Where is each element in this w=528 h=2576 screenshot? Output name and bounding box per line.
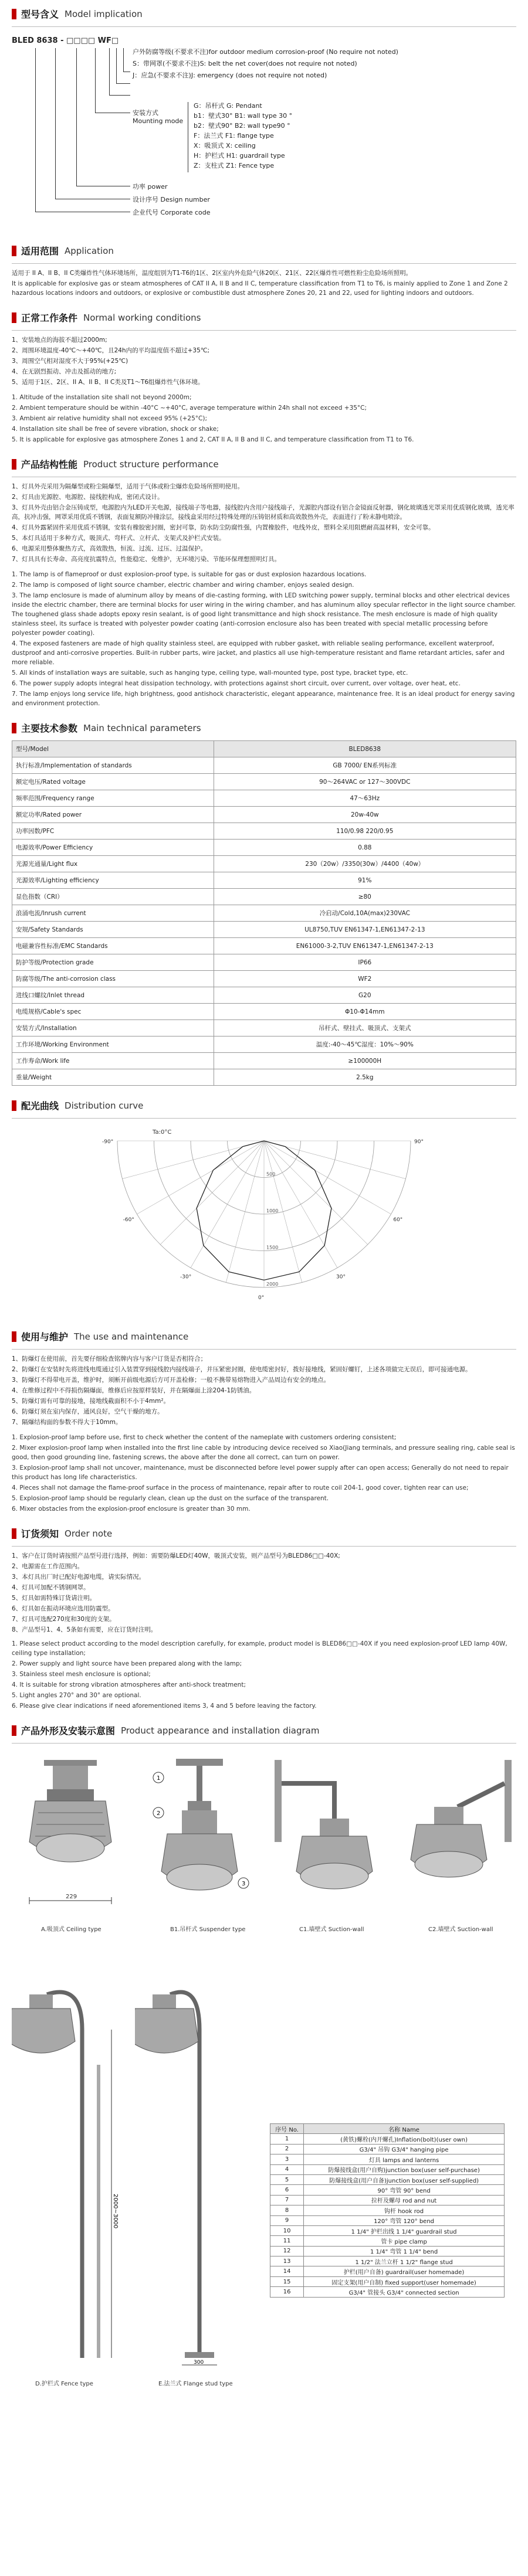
table-row xyxy=(12,922,516,938)
table-row xyxy=(270,2154,505,2164)
param-key: 工作环境/Working Environment xyxy=(12,1036,214,1053)
scope-en: It is applicable for explosive gas or steam atmospheres of CAT II A, II B and II C, temperature classification from T1 to T6, is mainly applied to Zone 1 and Zone 2 hazardous locations indoors and outdoors, or explosive or combustible dust atmosphere Zones 20, 21 and 22, used for lighting indoors and outdoors. xyxy=(12,280,508,297)
caption: D.护栏式 Fence type xyxy=(35,2381,93,2387)
unit-label: Ta:0°C xyxy=(153,1129,172,1136)
part-no: 14 xyxy=(270,2266,304,2276)
list-item: 5. Explosion-proof lamp should be regularly clean, clean up the dust on the surface of the transparent. xyxy=(12,1495,329,1502)
table-row xyxy=(12,823,516,840)
radial-tick-label: 2000 xyxy=(266,1282,279,1287)
part-name: 1 1/2" 法兰立杆 1 1/2" flange stud xyxy=(304,2256,505,2266)
connector xyxy=(35,48,36,212)
caption: C2.墙壁式 Suction-wall xyxy=(428,1926,493,1933)
model-row: 功率 power xyxy=(133,183,168,191)
divider xyxy=(12,26,516,27)
param-value: 110/0.98 220/0.95 xyxy=(214,823,516,840)
part-no: 2 xyxy=(270,2144,304,2154)
part-name: 管卡 pipe clamp xyxy=(304,2236,505,2246)
section-title-zh: 正常工作条件 xyxy=(21,312,78,324)
angle-tick-label: -90° xyxy=(102,1139,114,1145)
connector xyxy=(76,48,77,186)
param-key: 进线口螺纹/Inlet thread xyxy=(12,987,214,1004)
part-no: 5 xyxy=(270,2174,304,2184)
param-value: 230（20w）/3350(30w）/4400（40w） xyxy=(214,856,516,872)
maintenance-en xyxy=(12,1433,516,1514)
param-key: 安装方式/Installation xyxy=(12,1020,214,1036)
table-row xyxy=(12,840,516,856)
parts-table xyxy=(270,2123,505,2298)
conditions-en xyxy=(12,393,516,444)
param-value: 47～63Hz xyxy=(214,790,516,807)
part-no: 13 xyxy=(270,2256,304,2266)
table-header-cell: 序号 No. xyxy=(270,2124,304,2134)
list-item: 5. It is applicable for explosive gas atmosphere Zones 1 and 2, CAT II A, II B and II C, and temperature classification from T1 to T6. xyxy=(12,436,414,443)
section-title-en: Application xyxy=(65,245,114,256)
table-row xyxy=(12,954,516,971)
list-item: 7、灯具可选配270度和30度的支架。 xyxy=(12,1616,116,1623)
connector xyxy=(116,83,130,84)
section-order xyxy=(12,1527,516,1540)
param-key: 额定电压/Rated voltage xyxy=(12,774,214,790)
table-row xyxy=(12,987,516,1004)
param-value: 0.88 xyxy=(214,840,516,856)
angle-tick-label: -30° xyxy=(180,1274,192,1280)
part-name: 120° 弯管 120° bend xyxy=(304,2215,505,2225)
section-title-zh: 订货须知 xyxy=(21,1528,59,1540)
section-title-en: Distribution curve xyxy=(65,1100,144,1111)
section-model xyxy=(12,7,516,21)
list-item: 3. Stainless steel mesh enclosure is optional; xyxy=(12,1671,151,1678)
structure-zh xyxy=(12,482,516,564)
table-row xyxy=(12,938,516,954)
divider xyxy=(12,1349,516,1350)
param-key: 浪涌电流/Inrush current xyxy=(12,905,214,922)
grid-spoke xyxy=(137,1141,264,1214)
param-value: IP66 xyxy=(214,954,516,971)
list-item: 3、周围空气相对湿度不大于95%(+25℃) xyxy=(12,358,128,365)
list-item: 5. All kinds of installation ways are suitable, such as hanging type, ceiling type, wall-mounted type, post type, bracket type, etc. xyxy=(12,670,408,677)
table-row xyxy=(12,872,516,889)
model-row: 户外防腐等级(不要求不注)for outdoor medium corrosion-proof (No require not noted) xyxy=(133,48,398,56)
list-item: 4. The exposed fasteners are made of high quality stainless steel, are equipped with rubber gasket, with reliable sealing performance, excellent waterproof, dustproof and anti-corrosive properties. Built-in rubber parts, wire jacket, and plastics all use high-temperature resistant and flame retardant articles, safer and more reliable. xyxy=(12,640,505,666)
list-item: 2. Power supply and light source have been prepared along with the lamp; xyxy=(12,1660,242,1667)
list-item: 1、客户在订货时请按照产品型号进行选择，例如：需要防爆LED灯40W，吸顶式安装，则产品型号为BLED86□□-40X; xyxy=(12,1552,340,1559)
part-no: 10 xyxy=(270,2225,304,2235)
section-title-en: Order note xyxy=(65,1528,113,1539)
list-item: 2、周围环境温度-40℃～+40℃，且24h内的平均温度值不超过+35℃; xyxy=(12,347,210,354)
part-no: 11 xyxy=(270,2236,304,2246)
param-value: 吊杆式、壁挂式、吸顶式、支架式 xyxy=(214,1020,516,1036)
list-item: 4、在无剧烈振动、冲击及摇动的地方; xyxy=(12,368,117,375)
section-marker xyxy=(12,1725,16,1736)
angle-tick-label: -60° xyxy=(123,1217,134,1223)
angle-tick-label: 30° xyxy=(336,1274,346,1280)
distribution-curve xyxy=(12,1123,516,1317)
section-title-en: The use and maintenance xyxy=(74,1331,189,1342)
angle-tick-label: 90° xyxy=(414,1139,424,1145)
connector xyxy=(123,48,124,72)
section-scope xyxy=(12,244,516,257)
scope-zh: 适用于 II A、II B、II C类爆炸性气体环境场所，温度组别为T1-T6的1区、2区室内外危险气体20区、21区、22区爆炸性可燃性粉尘危险场所照明。 xyxy=(12,270,412,277)
param-value: WF2 xyxy=(214,971,516,987)
param-value: 91% xyxy=(214,872,516,889)
model-diagram xyxy=(12,32,516,231)
table-row xyxy=(270,2266,505,2276)
table-row xyxy=(270,2287,505,2297)
dim-height: 2000~3000 xyxy=(112,2194,119,2229)
section-title-en: Product structure performance xyxy=(83,458,219,470)
part-name: 钩杆 hook rod xyxy=(304,2205,505,2215)
connector xyxy=(116,48,117,83)
structure-en xyxy=(12,570,516,708)
maintenance-zh xyxy=(12,1354,516,1427)
part-no: 9 xyxy=(270,2215,304,2225)
list-item: 6、防爆灯须在室内保存，通风良好，空气干燥的地方。 xyxy=(12,1408,164,1415)
part-no: 8 xyxy=(270,2205,304,2215)
table-row xyxy=(270,2276,505,2286)
divider xyxy=(12,263,516,264)
model-row: 设计序号 Design number xyxy=(133,196,210,203)
connector xyxy=(109,95,130,96)
list-item: 4、灯具可加配不锈钢网罩。 xyxy=(12,1584,90,1591)
list-item: 6. The power supply adopts integral heat dissipation technology, with protections against short circuit, over current, over voltage, over heat, etc. xyxy=(12,680,461,687)
list-item: 6、电源采用整体聚热方式，高效散热，恒流、过流、过压、过温保护。 xyxy=(12,545,207,552)
svg-text:2: 2 xyxy=(157,1810,161,1817)
list-item: 2. Ambient temperature should be within -40°C ~+40°C, average temperature within 24h shall not exceed +35°C; xyxy=(12,405,367,412)
list-item: 5、灯具如需特殊订货请注明。 xyxy=(12,1595,96,1602)
lamp-ceiling-drawing xyxy=(12,1754,129,1918)
param-value: Φ10-Φ14mm xyxy=(214,1004,516,1020)
part-no: 12 xyxy=(270,2246,304,2256)
param-value: G20 xyxy=(214,987,516,1004)
section-title-zh: 型号含义 xyxy=(21,9,59,20)
angle-tick-label: 60° xyxy=(393,1217,403,1223)
table-row xyxy=(12,807,516,823)
part-name: (黄铁)螺栓(内开螺孔)Inflation(bolt)(user own) xyxy=(304,2134,505,2144)
section-structure xyxy=(12,457,516,471)
table-header-row xyxy=(12,741,516,757)
divider xyxy=(12,1118,516,1119)
list-item: 4、在维修过程中不得损伤隔爆面，维修后应按原样装好，并在隔爆面上涂204-1防锈油。 xyxy=(12,1387,256,1394)
polar-chart xyxy=(12,1123,516,1311)
table-row xyxy=(270,2225,505,2235)
table-row xyxy=(270,2134,505,2144)
installation-diagrams xyxy=(12,1748,516,2399)
model-row: b1：壁式30° B1: wall type 30 ° xyxy=(194,112,293,120)
part-name: 1 1/4" 弯管 1 1/4" bend xyxy=(304,2246,505,2256)
list-item: 3. The lamp enclosure is made of aluminum alloy by means of die-casting forming, with LED switching power supply, terminal blocks and other electrical devices inside the electric chamber, there are terminal blocks for user wiring in the wiring chamber, and has aluminum alloy specular reflector in the light source chamber. The toughened glass shade adopts epoxy resin sealant, is of good light transmittance and high shock resistance. The mesh enclosure is made of high quality stainless steel, its surface is treated with polyester powder coating (anti-corrosion enclosure also has been treated with special metallic processing before polyester powder coating). xyxy=(12,592,516,637)
section-title-zh: 主要技术参数 xyxy=(21,723,78,734)
model-row: F：法兰式 F1: flange type xyxy=(194,132,274,140)
order-en xyxy=(12,1639,516,1711)
dim-width: 229 xyxy=(66,1894,77,1900)
caption: A.吸顶式 Ceiling type xyxy=(41,1926,101,1933)
model-code: BLED 8638 - □□□□ WF□ xyxy=(12,36,119,45)
polar-grid xyxy=(117,1141,411,1287)
list-item: 5、防爆灯需有可靠的接地，接地线截面积不小于4mm²。 xyxy=(12,1398,170,1405)
list-item: 4、灯具外露紧固件采用优质不锈钢，安装有橡胶密封圈，密封可靠，防水防尘防腐性强，内置橡胶件，电线外皮，塑料全采用阻燃耐高温材料，安全可靠。 xyxy=(12,524,435,531)
param-value: 冷启动/Cold,10A(max)230VAC xyxy=(214,905,516,922)
list-item: 8、产品型号1、4、5条如有需要，应在订货时注明。 xyxy=(12,1626,157,1633)
list-item: 1、安装地点的海拔不超过2000m; xyxy=(12,337,107,344)
section-curve xyxy=(12,1099,516,1112)
spec-table xyxy=(12,740,516,1086)
param-key: 执行标准/Implementation of standards xyxy=(12,757,214,774)
section-appearance xyxy=(12,1724,516,1737)
table-header-cell: 型号/Model xyxy=(12,741,214,757)
list-item: 7. The lamp enjoys long service life, high brightness, good antishock characteristic, elegant appearance, maintenance free. It is an ideal product for energy saving and environment protection. xyxy=(12,691,515,707)
param-value: ≥80 xyxy=(214,889,516,905)
conditions-zh xyxy=(12,335,516,387)
table-row xyxy=(12,856,516,872)
table-row xyxy=(12,790,516,807)
model-row: 安装方式 Mounting mode xyxy=(133,109,184,125)
param-key: 光源效率/Lighting efficiency xyxy=(12,872,214,889)
table-row xyxy=(270,2144,505,2154)
list-item: 3、灯具外壳由铝合金压铸成型，电源腔内为LED开关电源，接线端子等电器，接线腔内含用户接线端子，光源腔内部设有铝合金镜面反射器，钢化玻璃透光罩采用优质钢化玻璃，透光率高，抗冲击强，网罩采用优质不锈钢，表面复额防冲撞涂层，接线盒采用经过特殊处理的压铸铝材质和高效散热外壳，表面进行了粉末静电喷涂。 xyxy=(12,504,515,521)
table-row xyxy=(12,889,516,905)
table-row xyxy=(270,2205,505,2215)
list-item: 4. It is suitable for strong vibration atmospheres after anti-shock treatment; xyxy=(12,1681,246,1688)
svg-text:1: 1 xyxy=(157,1775,161,1782)
divider xyxy=(12,330,516,331)
model-row: Z：支柱式 Z1: Fence type xyxy=(194,162,275,169)
param-key: 工作寿命/Work life xyxy=(12,1053,214,1069)
part-no: 1 xyxy=(270,2134,304,2144)
list-item: 3、防爆灯不得带电开盖，维护时，须断开前级电源后方可开盖检修；一般不携带易熔物进入产品周边有安全的地点。 xyxy=(12,1377,330,1384)
section-title-zh: 配光曲线 xyxy=(21,1100,59,1112)
section-marker xyxy=(12,1528,16,1539)
param-key: 电源效率/Power Efficiency xyxy=(12,840,214,856)
table-row xyxy=(12,757,516,774)
section-marker xyxy=(12,312,16,323)
table-row xyxy=(12,1004,516,1020)
model-row: J：应急(不要求不注)J: emergency (does not require not noted) xyxy=(133,72,327,79)
table-row xyxy=(270,2236,505,2246)
table-row xyxy=(270,2185,505,2195)
param-key: 频率范围/Frequency range xyxy=(12,790,214,807)
part-no: 7 xyxy=(270,2195,304,2205)
table-row xyxy=(270,2256,505,2266)
list-item: 1. Altitude of the installation site shall not beyond 2000m; xyxy=(12,394,192,401)
caption: E.法兰式 Flange stud type xyxy=(158,2381,233,2387)
divider xyxy=(12,1743,516,1744)
param-value: 20w-40w xyxy=(214,807,516,823)
part-name: 灯具 lamps and lanterns xyxy=(304,2154,505,2164)
radial-tick-label: 500 xyxy=(266,1171,276,1177)
lamp-flange-drawing xyxy=(135,1948,252,2370)
table-row xyxy=(270,2164,505,2174)
param-value: ≥100000H xyxy=(214,1053,516,1069)
part-no: 6 xyxy=(270,2185,304,2195)
list-item: 1. Explosion-proof lamp before use, first to check whether the content of the nameplate with customers ordering consistent; xyxy=(12,1434,397,1441)
param-value: 温度:-40～45℃湿度：10%～90% xyxy=(214,1036,516,1053)
section-conditions xyxy=(12,311,516,324)
connector xyxy=(109,48,110,95)
part-no: 4 xyxy=(270,2164,304,2174)
section-marker xyxy=(12,246,16,256)
section-maintenance xyxy=(12,1330,516,1343)
param-key: 光源光通量/Light flux xyxy=(12,856,214,872)
section-title-en: Product appearance and installation diagram xyxy=(121,1725,320,1736)
order-zh xyxy=(12,1551,516,1634)
section-marker xyxy=(12,1100,16,1111)
list-item: 3. Ambient air relative humidity shall not exceed 95% (+25°C); xyxy=(12,415,207,422)
dim-base: 300 xyxy=(194,2360,204,2366)
model-row: b2：壁式90° B2: wall type90 ° xyxy=(194,122,290,130)
part-name: G3/4" 吊钩 G3/4" hanging pipe xyxy=(304,2144,505,2154)
lamp-fence-drawing xyxy=(12,1948,129,2370)
lamp-suspender-drawing xyxy=(141,1754,258,1918)
list-item: 2. Mixer explosion-proof lamp when installed into the first line cable by introducing device received so Xiao(Jiang terminals, and pressure sealing ring, cable seal is good, then good grounding line, fastening screws, the above after the done all correct, can turn on power. xyxy=(12,1445,515,1461)
list-item: 4. Installation site shall be free of severe vibration, shock or shake; xyxy=(12,426,219,433)
param-key: 额定功率/Rated power xyxy=(12,807,214,823)
list-item: 7、隔爆结构面的参数不得大于10mm。 xyxy=(12,1419,122,1426)
lamp-wall-drawing-2 xyxy=(399,1754,516,1918)
table-row xyxy=(270,2215,505,2225)
page xyxy=(12,0,516,2402)
part-name: G3/4" 管接头 G3/4" connected section xyxy=(304,2287,505,2297)
caption: C1.墙壁式 Suction-wall xyxy=(299,1926,364,1933)
table-header-row xyxy=(270,2124,505,2134)
part-no: 16 xyxy=(270,2287,304,2297)
list-item: 5、适用于1区、2区、II A、II B、II C类及T1～T6组爆炸性气体环境。 xyxy=(12,379,204,386)
list-item: 6、灯具如在振动环境应选用防震型。 xyxy=(12,1605,114,1612)
param-key: 显色指数（CRI） xyxy=(12,889,214,905)
part-name: 防爆接线盒(用户自备)junction box(user self-supplied) xyxy=(304,2174,505,2184)
param-key: 重量/Weight xyxy=(12,1069,214,1086)
table-row xyxy=(12,1036,516,1053)
part-name: 拉杆及螺母 rod and nut xyxy=(304,2195,505,2205)
table-header-cell: BLED8638 xyxy=(214,741,516,757)
list-item: 6. Mixer obstacles from the explosion-proof enclosure is greater than 30 mm. xyxy=(12,1506,251,1513)
table-row xyxy=(12,774,516,790)
param-key: 功率因数/PFC xyxy=(12,823,214,840)
part-no: 3 xyxy=(270,2154,304,2164)
table-row xyxy=(270,2174,505,2184)
list-item: 1、防爆灯在使用前，首先要仔细检查铭牌内容与客户订货是否相符合； xyxy=(12,1355,207,1362)
section-title-zh: 产品结构性能 xyxy=(21,459,78,470)
model-row: H：护栏式 H1: guardrail type xyxy=(194,152,285,159)
list-item: 5、本灯具适用于多种方式，吸顶式、弯杆式、立杆式、支架式及护栏式安装。 xyxy=(12,535,225,542)
grid-spoke xyxy=(264,1141,391,1214)
section-title-en: Main technical parameters xyxy=(83,722,201,733)
list-item: 3、本灯具出厂时已配好电源电缆，请实际情况。 xyxy=(12,1574,145,1581)
section-title-zh: 使用与维护 xyxy=(21,1331,69,1343)
grid-spoke xyxy=(191,1141,264,1268)
param-key: 电缆规格/Cable's spec xyxy=(12,1004,214,1020)
list-item: 2、灯具由光源腔、电源腔、接线腔构成，密闭式设计。 xyxy=(12,494,164,501)
part-name: 护栏(用户自备) guardrail(user homemade) xyxy=(304,2266,505,2276)
model-row: S：带网罩(不要求不注)S: belt the net cover(does not require not noted) xyxy=(133,60,357,67)
radial-tick-label: 1000 xyxy=(266,1208,279,1214)
table-row xyxy=(270,2246,505,2256)
list-item: 2、防爆灯在安装时先将进线电缆通过引入装置穿到接线腔内接线端子，并压紧密封圈，使电缆密封好，拨好接地线，紧固好螺钉，上述各项做完无误后，即可接通电源。 xyxy=(12,1366,472,1373)
section-marker xyxy=(12,723,16,733)
param-value: 2.5kg xyxy=(214,1069,516,1086)
table-row xyxy=(12,905,516,922)
angle-tick-label: 0° xyxy=(258,1295,265,1301)
table-row xyxy=(270,2195,505,2205)
connector xyxy=(95,48,96,113)
table-row xyxy=(12,1069,516,1086)
section-marker xyxy=(12,9,16,19)
list-item: 2. The lamp is composed of light source chamber, electric chamber and wiring chamber, enjoys sealed design. xyxy=(12,582,354,589)
divider xyxy=(12,1546,516,1547)
section-title-zh: 产品外形及安装示意图 xyxy=(21,1725,116,1736)
grid-spoke xyxy=(226,1141,264,1282)
list-item: 1. Please select product according to the model description carefully, for example, product model is BLED86□□-40X if you need explosion-proof LED lamp 40W, ceiling type installation; xyxy=(12,1640,507,1657)
part-name: 固定支架(用户自制) fixed support(user homemade) xyxy=(304,2276,505,2286)
list-item: 2、电源需在工作范围内。 xyxy=(12,1563,84,1570)
section-title-en: Normal working conditions xyxy=(83,312,201,323)
caption: B1.吊杆式 Suspender type xyxy=(170,1926,246,1933)
list-item: 5. Light angles 270° and 30° are optional. xyxy=(12,1692,141,1699)
section-title-zh: 适用范围 xyxy=(21,246,59,257)
list-item: 1、灯具外壳采用为隔爆型或粉尘隔爆型，适用于气体或粉尘爆炸危险场所照明使用。 xyxy=(12,483,244,490)
section-title-en: Model implication xyxy=(65,8,143,19)
svg-text:3: 3 xyxy=(242,1881,246,1887)
param-key: 电磁兼容性标准/EMC Standards xyxy=(12,938,214,954)
section-marker xyxy=(12,1331,16,1342)
table-row xyxy=(12,1053,516,1069)
list-item: 6. Please give clear indications if need aforementioned items 3, 4 and 5 before leaving the factory. xyxy=(12,1702,317,1710)
section-marker xyxy=(12,459,16,470)
list-item: 7、灯具具有长寿命、高亮度抗震特点，性能稳定、免维护，无环境污染、节能环保理想照明灯具。 xyxy=(12,556,281,563)
lamp-wall-drawing-1 xyxy=(270,1754,387,1918)
table-row xyxy=(12,1020,516,1036)
part-name: 防爆接线盒(用户自购)junction box(user self-purchase) xyxy=(304,2164,505,2174)
param-key: 防腐等级/The anti-corrosion class xyxy=(12,971,214,987)
model-row: G：吊杆式 G: Pendant xyxy=(194,102,262,110)
param-value: UL8750,TUV EN61347-1,EN61347-2-13 xyxy=(214,922,516,938)
list-item: 1. The lamp is of flameproof or dust explosion-proof type, is suitable for gas or dust explosion hazardous locations. xyxy=(12,571,367,578)
param-value: GB 7000/ EN系列标准 xyxy=(214,757,516,774)
table-row xyxy=(12,971,516,987)
param-value: EN61000-3-2,TUV EN61347-1,EN61347-2-13 xyxy=(214,938,516,954)
radial-tick-label: 1500 xyxy=(266,1245,279,1250)
table-header-cell: 名称 Name xyxy=(304,2124,505,2134)
connector xyxy=(55,48,56,199)
list-item: 3. Explosion-proof lamp shall not uncover, maintenance, must be disconnected before level power supply after can open access; Generally do not need to repair this product has long life characteristics. xyxy=(12,1464,509,1481)
part-no: 15 xyxy=(270,2276,304,2286)
part-name: 90° 弯管 90° bend xyxy=(304,2185,505,2195)
list-item: 4. Pieces shall not damage the flame-proof surface in the process of maintenance, repair after to route coil 204-1, good cover, tighten rear can use; xyxy=(12,1484,469,1491)
part-name: 1 1/4" 护栏出线 1 1/4" guardrail stud xyxy=(304,2225,505,2235)
grid-spoke xyxy=(160,1141,264,1245)
polar-labels xyxy=(102,1139,424,1301)
param-key: 防护等级/Protection grade xyxy=(12,954,214,971)
param-key: 安规/Safety Standards xyxy=(12,922,214,938)
section-params xyxy=(12,721,516,735)
param-value: 90～264VAC or 127～300VDC xyxy=(214,774,516,790)
grid-spoke xyxy=(264,1141,368,1245)
model-row: X：吸顶式 X: ceiling xyxy=(194,142,256,149)
model-row: 企业代号 Corporate code xyxy=(133,209,211,216)
